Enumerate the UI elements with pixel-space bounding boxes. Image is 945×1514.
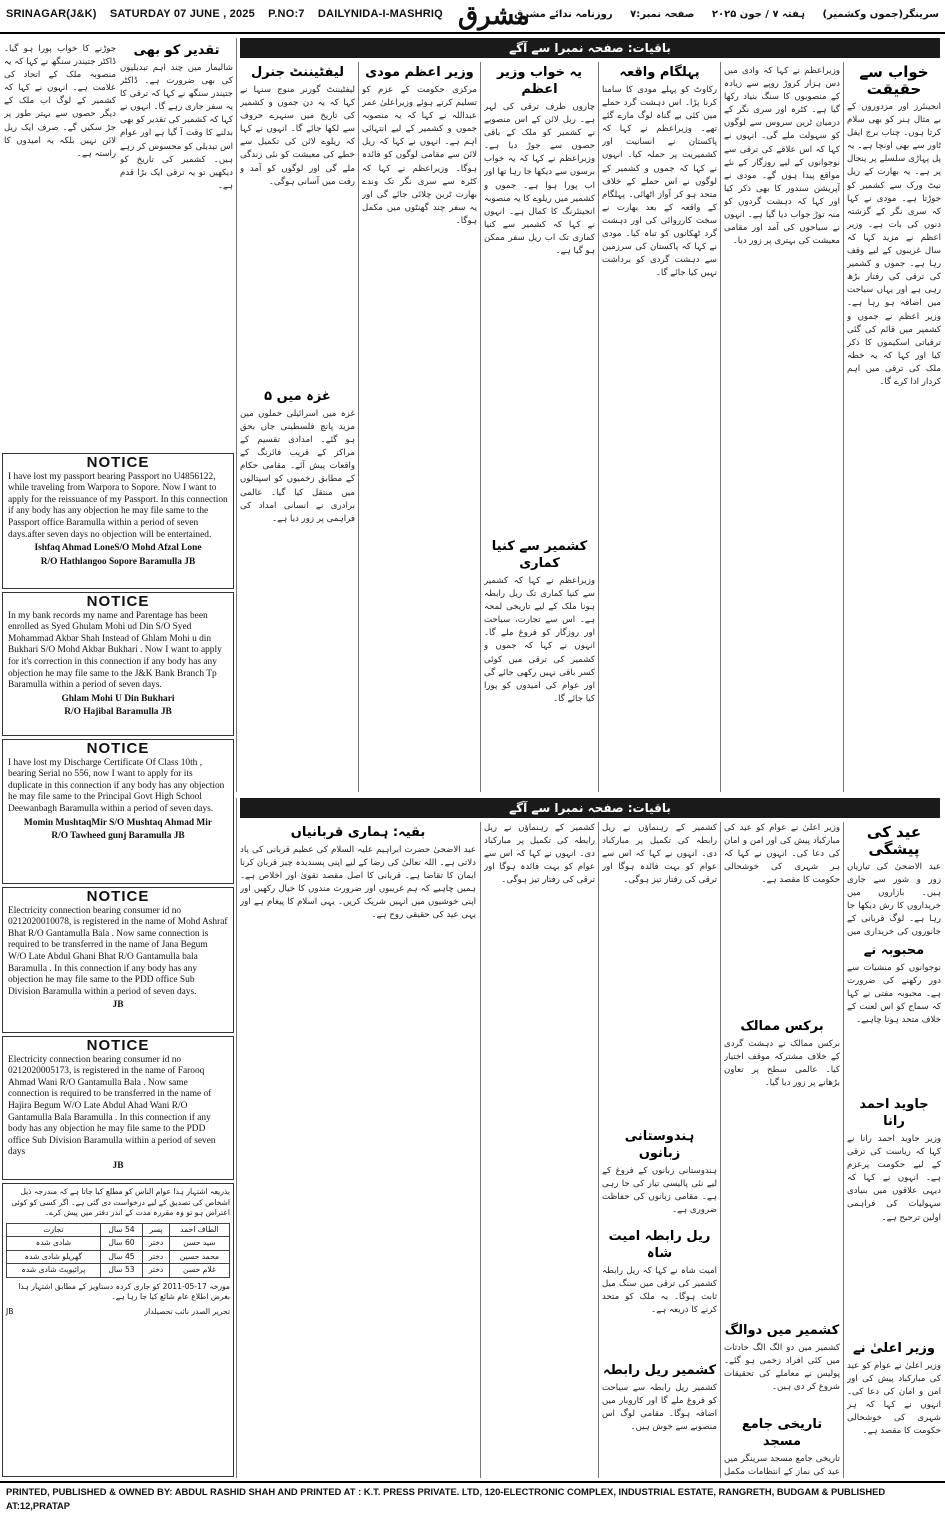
notice-title: NOTICE xyxy=(86,454,150,471)
article-column xyxy=(602,822,717,1122)
notice-box xyxy=(2,739,234,884)
masthead-urdu-city: سرینگر(جموں وکشمیر) xyxy=(822,9,939,20)
masthead-urdu-date: ہفتہ ۷ / جون ۲۰۲۵ xyxy=(711,9,806,20)
article-column xyxy=(724,822,840,1012)
notice-address: R/O Hajibal Baramulla JB xyxy=(64,707,172,718)
table-cell: دختر xyxy=(143,1237,170,1251)
table-cell: دختر xyxy=(143,1250,170,1264)
article-heading: ہندوستانی زبانوں xyxy=(624,1129,695,1161)
table-row xyxy=(7,1250,230,1264)
table-cell: تجارت xyxy=(7,1223,101,1237)
article-heading: کشمیر سے کنیا کماری xyxy=(491,539,588,571)
article-heading: لیفٹیننٹ جنرل xyxy=(250,65,345,80)
article-heading: کشمیر ریل رابطہ xyxy=(602,1363,717,1378)
masthead-urdu-paper: روزنامہ ندائے مشرق xyxy=(514,9,613,20)
article-heading: تقدیر کو بھی xyxy=(133,43,220,58)
article-text: وزیر اعلیٰ نے عوام کو عید کی مبارکباد پیش کی اور امن و امان کی دعا کی۔ انہوں نے کہا کہ ہر شہری کی خوشحالی حکومت کا مقصد ہے۔ xyxy=(724,823,840,886)
article-column xyxy=(847,1094,941,1334)
article-column xyxy=(240,822,476,1478)
article-column xyxy=(724,62,840,792)
article-column xyxy=(240,62,355,382)
notice-address: JB xyxy=(112,1000,124,1011)
masthead-date: SATURDAY 07 JUNE , 2025 xyxy=(109,8,255,20)
article-text: جوڑنے کا خواب پورا ہو گیا۔ ڈاکٹر جتیندر سنگھ نے کہا کہ یہ منصوبہ ملک کے اتحاد کی علامت ہے۔ انہوں نے کہا کہ کشمیر کے لوگ اب ملک کے دیگر حصوں سے بہتر طور پر جڑ سکیں گے۔ صرف ایک ریل لائن نہیں بلکہ یہ امیدوں کا راستہ ہے۔ xyxy=(4,44,116,159)
article-column xyxy=(724,1320,840,1410)
article-text: شالیمار میں چند اہم تبدیلیوں کی بھی ضرورت ہے۔ ڈاکٹر جتیندر سنگھ نے کہا کہ ترقی کا یہ سفر جاری رہے گا۔ انہوں نے کہا کہ کشمیر کی تقدیر کو بھی بدلنے کا وقت آ گیا ہے اور عوام اس تبدیلی کو محسوس کر رہے ہیں۔ کشمیر کی تاریخ کو دیکھیں تو یہ ترقی ایک بڑا قدم ہے۔ xyxy=(120,63,233,191)
article-heading: غزہ میں ۵ xyxy=(264,389,331,404)
imprint-footer xyxy=(0,1481,945,1514)
masthead-urdu xyxy=(500,9,939,20)
notice-title: NOTICE xyxy=(86,888,150,905)
notice-signature: Ghlam Mohi U Din Bukhari xyxy=(61,693,175,704)
article-text: انجینئرز اور مزدوروں کے بے مثال ہنر کو بھی سلام کرتا ہوں۔ چناب برج ایفل ٹاور سے بھی اونچا ہے۔ یہ پل پہاڑی سلسلے پر پنجال پر ہے۔ یہ بھارت کے ریل نیٹ ورک سے کشمیر کو جوڑتا ہے۔ مودی نے کہا کہ سری نگر کے گزشتہ دنوں کی بات ہے۔ وزیر اعظم نے مزید کہا کہ سال غریبوں کے لیے وقف رہا ہے۔ جموں و کشمیر کی ترقی کی رفتار بڑھ رہی ہے اور یہاں سیاحت میں اضافہ ہو رہا ہے۔ وزیر اعظم نے جموں و کشمیر میں قائم کی گئی ترقیاتی اسکیموں کا ذکر کیا اور کہا کہ یہ خطہ ملک کی ترقی میں اہم کردار ادا کرے گا۔ xyxy=(847,102,941,387)
article-text: وزیراعظم نے کہا کہ کشمیر سے کنیا کماری تک ریل رابطہ ہونا ملک کے لیے تاریخی لمحہ ہے۔ اس سے تجارت، سیاحت اور روزگار کو فروغ ملے گا۔ انہوں نے کہا کہ جموں و کشمیر کی ترقی میں کوئی کسر باقی نہیں رکھی جائے گی اور عوام کی امیدوں کو پورا کیا جائے گا۔ xyxy=(484,576,595,704)
article-heading: کشمیر میں دوالگ xyxy=(724,1323,840,1338)
notice-table xyxy=(6,1223,230,1278)
article-text: لیفٹیننٹ گورنر منوج سنہا نے کہا کہ یہ دن جموں و کشمیر کی تاریخ میں سنہرے حروف سے لکھا جائے گا۔ انہوں نے کہا کہ ریلوے لائن کی تکمیل سے خطے کی معیشت کو نئی زندگی ملے گی اور لوگوں کو آمد و رفت میں آسانی ہوگی۔ xyxy=(240,85,355,187)
table-cell: پسر xyxy=(143,1223,170,1237)
notice-body: Electricity connection bearing consumer id no 0212020010078, is registered in the name of Mohd Ashraf Bhat R/O Gantamulla Bala . Now same connection is required to be transferred in the name of Jana Begum W/O Late Abdul Ghani Bhat R/O Gantamulla bala Baramulla . In this connection if any body has any objection he may file same to the PDD office Sub Division Baramulla within a period of seven days. xyxy=(8,905,228,997)
public-notice-table-block xyxy=(2,1183,234,1477)
notice-body: I have lost my Discharge Certificate Of Class 10th , bearing Serial no 556, now I want to apply for its duplicate in this connection if any body has any objection he may file same to the Principal Govt High School Deewanbagh Baramulla within a period of seven days. xyxy=(8,757,225,814)
article-heading: وزیر اعظم مودی xyxy=(365,65,474,80)
article-column xyxy=(484,62,595,532)
newspaper-logo: مشرق xyxy=(458,1,530,31)
article-column xyxy=(484,822,595,1478)
table-cell: محمد حسین xyxy=(169,1250,229,1264)
article-column xyxy=(724,1414,840,1478)
table-cell: گھریلو شادی شدہ xyxy=(7,1250,101,1264)
table-outro: مورخہ 17-05-2011 کو جاری کردہ دستاویز کے مطابق اشتہار ہذا بغرض اطلاع عام شائع کیا جا رہا ہے۔ xyxy=(18,1281,230,1301)
article-text: کشمیر میں دو الگ الگ حادثات میں کئی افراد زخمی ہو گئے۔ پولیس نے معاملے کی تحقیقات شروع کر دی ہیں۔ xyxy=(724,1343,840,1393)
notice-title: NOTICE xyxy=(86,740,150,757)
article-column xyxy=(847,940,941,1090)
article-column xyxy=(724,1016,840,1316)
article-text: مرکزی حکومت کے عزم کو تسلیم کرتے ہوئے وزیراعلیٰ عمر عبداللہ نے کہا کہ یہ منصوبہ جموں و کشمیر کے لیے انتہائی اہم ہے۔ انہوں نے کہا کہ ریل لائن سے مقامی لوگوں کو فائدہ ہوگا۔ وزیراعظم نے کہا کہ کٹرہ سے سری نگر تک وندے بھارت ٹرین چلائی جائے گی اور یہ سفر چند گھنٹوں میں مکمل ہوگا۔ xyxy=(362,85,477,226)
article-text: عید الاضحیٰ کی تیاریاں زور و شور سے جاری ہیں۔ بازاروں میں خریداروں کا رش دیکھا جا رہا ہے۔ لوگ قربانی کے جانوروں کی خریداری میں xyxy=(847,862,941,936)
masthead-page: P.NO:7 xyxy=(268,8,305,20)
table-cell: پرائیویٹ شادی شدہ xyxy=(7,1264,101,1278)
article-column xyxy=(847,1338,941,1478)
table-cell: سید حسن xyxy=(169,1237,229,1251)
article-text: امیت شاہ نے کہا کہ ریل رابطہ کشمیر کی ترقی میں سنگ میل ثابت ہوگا۔ یہ ملک کو متحد کرنے کا ذریعہ ہے۔ xyxy=(602,1266,717,1316)
article-text: رکاوٹ کو پہلے مودی کا سامنا کرنا پڑا۔ اس دہشت گرد حملے میں کئی بے گناہ لوگ مارے گئے تھے۔ وزیراعظم نے کہا کہ پاکستان نے انسانیت اور کشمیریت پر حملہ کیا۔ انہوں نے کہا کہ جموں و کشمیر کے لوگوں نے اس حملے کے خلاف متحد ہو کر آواز اٹھائی۔ پہلگام کے واقعہ کے بعد بھارت نے سخت کارروائی کی اور دہشت گرد ٹھکانوں کو تباہ کیا۔ مودی نے کہا کہ پاکستان کی سرزمین سے دہشت گردی کو برداشت نہیں کیا جائے گا۔ xyxy=(602,85,717,279)
table-cell: 60 سال xyxy=(100,1237,143,1251)
notice-body: I have lost my passport bearing Passport no U4856122, while traveling from Warpora to Sopore. Now I want to apply for the reissuance of my Passport. In this connection if any body has any objection he may file same to the Passport office Baramulla within a period of seven days.after seven days no objection will be entertained. xyxy=(8,471,228,540)
imprint-line-1: PRINTED, PUBLISHED & OWNED BY: ABDUL RASHID SHAH AND PRINTED AT : K.T. PRESS PRIVATE. LTD, 120-ELECTRONIC COMPLEX, INDUSTRIAL ESTATE, RANGRETH, BUDGAM & PUBLISHED AT:12,PRATAP xyxy=(6,1486,886,1511)
article-text: وزیر اعلیٰ نے عوام کو عید کی مبارکباد پیش کی اور امن و امان کی دعا کی۔ انہوں نے کہا کہ ہر شہری کی خوشحالی حکومت کا مقصد ہے۔ xyxy=(847,1361,941,1437)
article-heading: بقیہ: ہماری قربانیاں xyxy=(290,825,426,840)
table-row xyxy=(7,1264,230,1278)
notice-box xyxy=(2,1036,234,1180)
article-heading: محبوبہ نے xyxy=(863,943,925,958)
article-text: عید الاضحیٰ حضرت ابراہیم علیہ السلام کی عظیم قربانی کی یاد دلاتی ہے۔ اللہ تعالیٰ کی رضا کے لیے اپنی پسندیدہ چیز قربان کرنا ایمان کا تقاضا ہے۔ قربانی کا اصل مقصد تقویٰ اور اخلاص ہے۔ ہمیں چاہیے کہ ہم غریبوں اور ضرورت مندوں کا خیال رکھیں اور اپنی خوشیوں میں انہیں شریک کریں۔ یہی اسلام کا پیغام ہے اور یہی عید کی حقیقی روح ہے۔ xyxy=(240,845,476,921)
table-row xyxy=(7,1237,230,1251)
article-heading: ریل رابطہ امیت شاہ xyxy=(608,1229,711,1261)
article-text: نوجوانوں کو منشیات سے دور رکھنے کی ضرورت ہے۔ محبوبہ مفتی نے کہا کہ سماج کو اس لعنت کے خلاف متحد ہونا چاہیے۔ xyxy=(847,963,941,1026)
table-cell: دختر xyxy=(143,1264,170,1278)
notice-box xyxy=(2,592,234,736)
notice-box xyxy=(2,887,234,1033)
masthead-paper: DAILYNIDA-I-MASHRIQ xyxy=(317,8,443,20)
article-text: وزیراعظم نے کہا کہ وادی میں دس ہزار کروڑ روپے سے زیادہ کے منصوبوں کا سنگ بنیاد رکھا گیا ہے۔ کٹرہ اور سری نگر کے درمیان ٹرین سروس سے لوگوں کو سہولت ملے گی۔ انہوں نے کہا کہ اس علاقے کی ترقی سے نوجوانوں کے لیے روزگار کے نئے مواقع پیدا ہوں گے۔ مودی نے آپریشن سندور کا بھی ذکر کیا اور کہا کہ دہشت گردوں کو منہ توڑ جواب دیا گیا ہے۔ انہوں نے سیاحوں کی آمد اور مقامی معیشت کی بہتری پر زور دیا۔ xyxy=(724,66,840,247)
table-intro: بذریعہ اشتہار ہذا عوام الناس کو مطلع کیا جاتا ہے کہ مندرجہ ذیل اشخاص کی تصدیق کے لیے درخواست دی گئی ہے۔ اگر کسی کو کوئی اعتراض ہو تو وہ مقررہ مدت کے اندر دفتر میں پیش کرے۔ xyxy=(11,1187,230,1217)
notice-box xyxy=(2,453,234,589)
masthead-english xyxy=(6,8,453,20)
article-text: کشمیر کے رہنماؤں نے ریل رابطہ کی تکمیل پر مبارکباد دی۔ انہوں نے کہا کہ اس سے عوام کو بہت فائدہ ہوگا اور ترقی کی رفتار تیز ہوگی۔ xyxy=(484,823,595,886)
notice-title: NOTICE xyxy=(86,1037,150,1054)
notice-address: R/O Hathlangoo Sopore Baramulla JB xyxy=(40,556,196,567)
article-text: کشمیر ریل رابطہ سے سیاحت کو فروغ ملے گا اور کاروبار میں اضافہ ہوگا۔ مقامی لوگ اس منصوبے سے خوش ہیں۔ xyxy=(602,1383,717,1433)
article-column xyxy=(362,62,477,792)
article-heading: جاوید احمد رانا xyxy=(859,1097,929,1129)
article-column xyxy=(120,40,233,450)
article-column xyxy=(602,1360,717,1478)
table-footer-code: JB xyxy=(6,1306,14,1316)
notice-body: Electricity connection bearing consumer id no 0212020005173, is registered in the name of Farooq Ahmad Wani R/O Gantamulla Bala . Now same connection is required to be transferred in the name of Hajira Begum W/O Late Abdul Ahad Wani R/O Gantamulla Bala Baramulla . In this connection if any body has any objection he may file same to the PDD office Sub Division Baramulla within a period of seven days xyxy=(8,1054,216,1158)
article-column xyxy=(602,62,717,792)
table-cell: 45 سال xyxy=(100,1250,143,1264)
article-heading: یہ خواب وزیر اعظم xyxy=(496,65,583,97)
table-footer xyxy=(6,1307,230,1318)
notice-address: R/O Tawheed gunj Baramulla JB xyxy=(51,831,185,842)
article-text: غزہ میں اسرائیلی حملوں میں مزید پانچ فلسطینی جاں بحق ہو گئے۔ امدادی تقسیم کے مراکز کے قریب فائرنگ کے واقعات پیش آئے۔ مقامی حکام کے مطابق زخمیوں کو اسپتالوں میں منتقل کیا گیا۔ عالمی برادری نے انسانی امداد کی فراہمی پر زور دیا ہے۔ xyxy=(240,409,355,524)
article-text: برکس ممالک نے دہشت گردی کے خلاف مشترکہ موقف اختیار کیا۔ عالمی سطح پر تعاون بڑھانے پر زور دیا گیا۔ xyxy=(724,1039,840,1089)
article-text: چاروں طرف ترقی کی لہر ہے۔ ریل لائن کے اس منصوبے نے کشمیر کو ملک کے باقی حصوں سے جوڑ دیا ہے۔ وزیراعظم نے کہا کہ یہ خواب برسوں سے دیکھا جا رہا تھا اور اب پورا ہوا ہے۔ جموں و کشمیر میں ریلوے کا یہ منصوبہ انجینئرنگ کا کمال ہے۔ انہوں نے کہا کہ کشمیر سے کنیا کماری تک اب ریل سفر ممکن ہو گیا ہے۔ xyxy=(484,102,595,257)
article-text: وزیر جاوید احمد رانا نے کہا کہ ریاست کی ترقی کے لیے حکومت پرعزم ہے۔ انہوں نے کہا کہ دیہی علاقوں میں بنیادی سہولیات کی فراہمی اولین ترجیح ہے۔ xyxy=(847,1134,941,1223)
article-heading: برکس ممالک xyxy=(740,1019,824,1034)
article-text: تاریخی جامع مسجد سرینگر میں عید کی نماز کے انتظامات مکمل xyxy=(724,1454,840,1478)
section-banner-top: باقیات: صفحہ نمبرا سے آگے xyxy=(240,38,940,58)
masthead-urdu-page: صفحہ نمبر:۷ xyxy=(630,9,695,20)
table-footer-signatories: تحریر الصدر نائب تحصیلدار xyxy=(144,1306,230,1316)
notice-signature: Momin MushtaqMir S/O Mushtaq Ahmad Mir xyxy=(23,817,213,828)
table-cell: 54 سال xyxy=(100,1223,143,1237)
article-heading: پہلگام واقعہ xyxy=(619,65,700,80)
notice-address: JB xyxy=(112,1160,124,1171)
article-column xyxy=(240,386,355,792)
article-column xyxy=(4,40,116,450)
notice-title: NOTICE xyxy=(86,593,150,610)
masthead-city: SRINAGAR(J&K) xyxy=(6,8,97,20)
article-heading: عید کی پیشگی xyxy=(866,823,922,858)
notice-signature: Ishfaq Ahmad LoneS/O Mohd Afzal Lone xyxy=(34,543,202,554)
article-heading: خواب سے حقیقت xyxy=(859,63,929,98)
table-cell: 53 سال xyxy=(100,1264,143,1278)
article-column xyxy=(847,822,941,936)
article-column xyxy=(602,1226,717,1356)
article-column xyxy=(484,536,595,792)
article-text: کشمیر کے رہنماؤں نے ریل رابطہ کی تکمیل پر مبارکباد دی۔ انہوں نے کہا کہ اس سے عوام کو بہت فائدہ ہوگا اور ترقی کی رفتار تیز ہوگی۔ xyxy=(602,823,717,886)
table-cell: شادی شدہ xyxy=(7,1237,101,1251)
table-cell: الطاف احمد xyxy=(169,1223,229,1237)
masthead xyxy=(0,0,945,34)
article-heading: وزیر اعلیٰ نے xyxy=(853,1341,935,1356)
table-cell: غلام حسن xyxy=(169,1264,229,1278)
article-heading: تاریخی جامع مسجد xyxy=(741,1417,823,1449)
section-banner-bottom: باقیات: صفحہ نمبرا سے آگے xyxy=(240,798,940,818)
article-column xyxy=(847,62,941,792)
table-row xyxy=(7,1223,230,1237)
article-text: ہندوستانی زبانوں کے فروغ کے لیے نئی پالیسی تیار کی جا رہی ہے۔ مقامی زبانوں کی حفاظت ضروری ہے۔ xyxy=(602,1166,717,1216)
notice-body: In my bank records my name and Parentage has been enrolled as Syed Ghulam Mohi ud Din S/O Syed Mohammad Akbar Shah Instead of Ghlam Mohi u din Bukhari S/O Mohd Akbar Bukhari . Now I want to apply for it's correction in this connection if any body has any objection he may file same to the J&K Bank Branch Tp Baramulla within a period of seven days. xyxy=(8,610,222,691)
article-column xyxy=(602,1126,717,1222)
